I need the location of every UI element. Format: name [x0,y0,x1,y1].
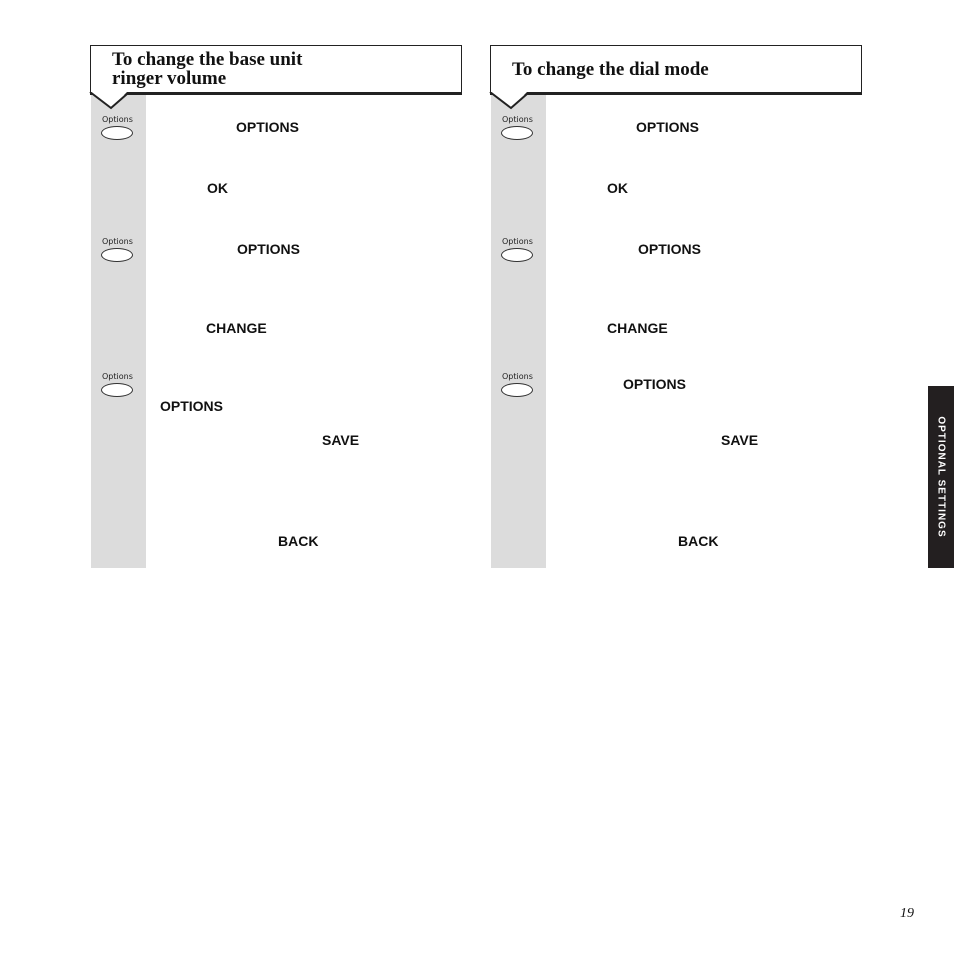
step-options: OPTIONS [236,119,300,135]
options-key-label: Options [102,237,133,246]
left-key-strip [91,95,146,568]
oval-key-icon [501,248,533,262]
step-options: OPTIONS [623,376,687,392]
options-key-label: Options [502,372,533,381]
page-number: 19 [900,906,914,921]
step-ok: OK [207,180,228,196]
step-save: SAVE [721,432,759,448]
title-callout-tail [489,92,529,112]
right-instruction-panel [490,45,864,568]
right-panel-title: To change the dial mode [512,59,709,80]
oval-key-icon [101,383,133,397]
step-options: OPTIONS [638,241,702,257]
right-panel-title-box [490,45,862,93]
right-key-strip [491,95,546,568]
side-tab-label: OPTIONAL SETTINGS [935,416,947,538]
title-callout-tail [89,92,129,112]
options-key-label: Options [102,115,133,124]
step-save: SAVE [322,432,360,448]
left-instruction-panel [90,45,464,568]
options-key-icon [501,115,533,140]
oval-key-icon [501,383,533,397]
options-key-label: Options [502,115,533,124]
left-panel-title-line2: ringer volume [112,68,227,89]
options-key-icon [101,372,133,397]
step-back: BACK [278,533,319,549]
left-panel-title-box [90,45,462,93]
left-panel-title [112,50,453,88]
step-options: OPTIONS [636,119,700,135]
options-key-icon [501,237,533,262]
section-side-tab [928,386,954,568]
step-back: BACK [678,533,719,549]
options-key-label: Options [102,372,133,381]
step-options: OPTIONS [160,398,224,414]
oval-key-icon [101,248,133,262]
oval-key-icon [501,126,533,140]
options-key-icon [101,237,133,262]
step-ok: OK [607,180,628,196]
step-options: OPTIONS [237,241,301,257]
step-change: CHANGE [607,320,668,336]
left-panel-title-line1: To change the base unit [112,49,303,70]
oval-key-icon [101,126,133,140]
options-key-label: Options [502,237,533,246]
step-change: CHANGE [206,320,267,336]
options-key-icon [101,115,133,140]
options-key-icon [501,372,533,397]
